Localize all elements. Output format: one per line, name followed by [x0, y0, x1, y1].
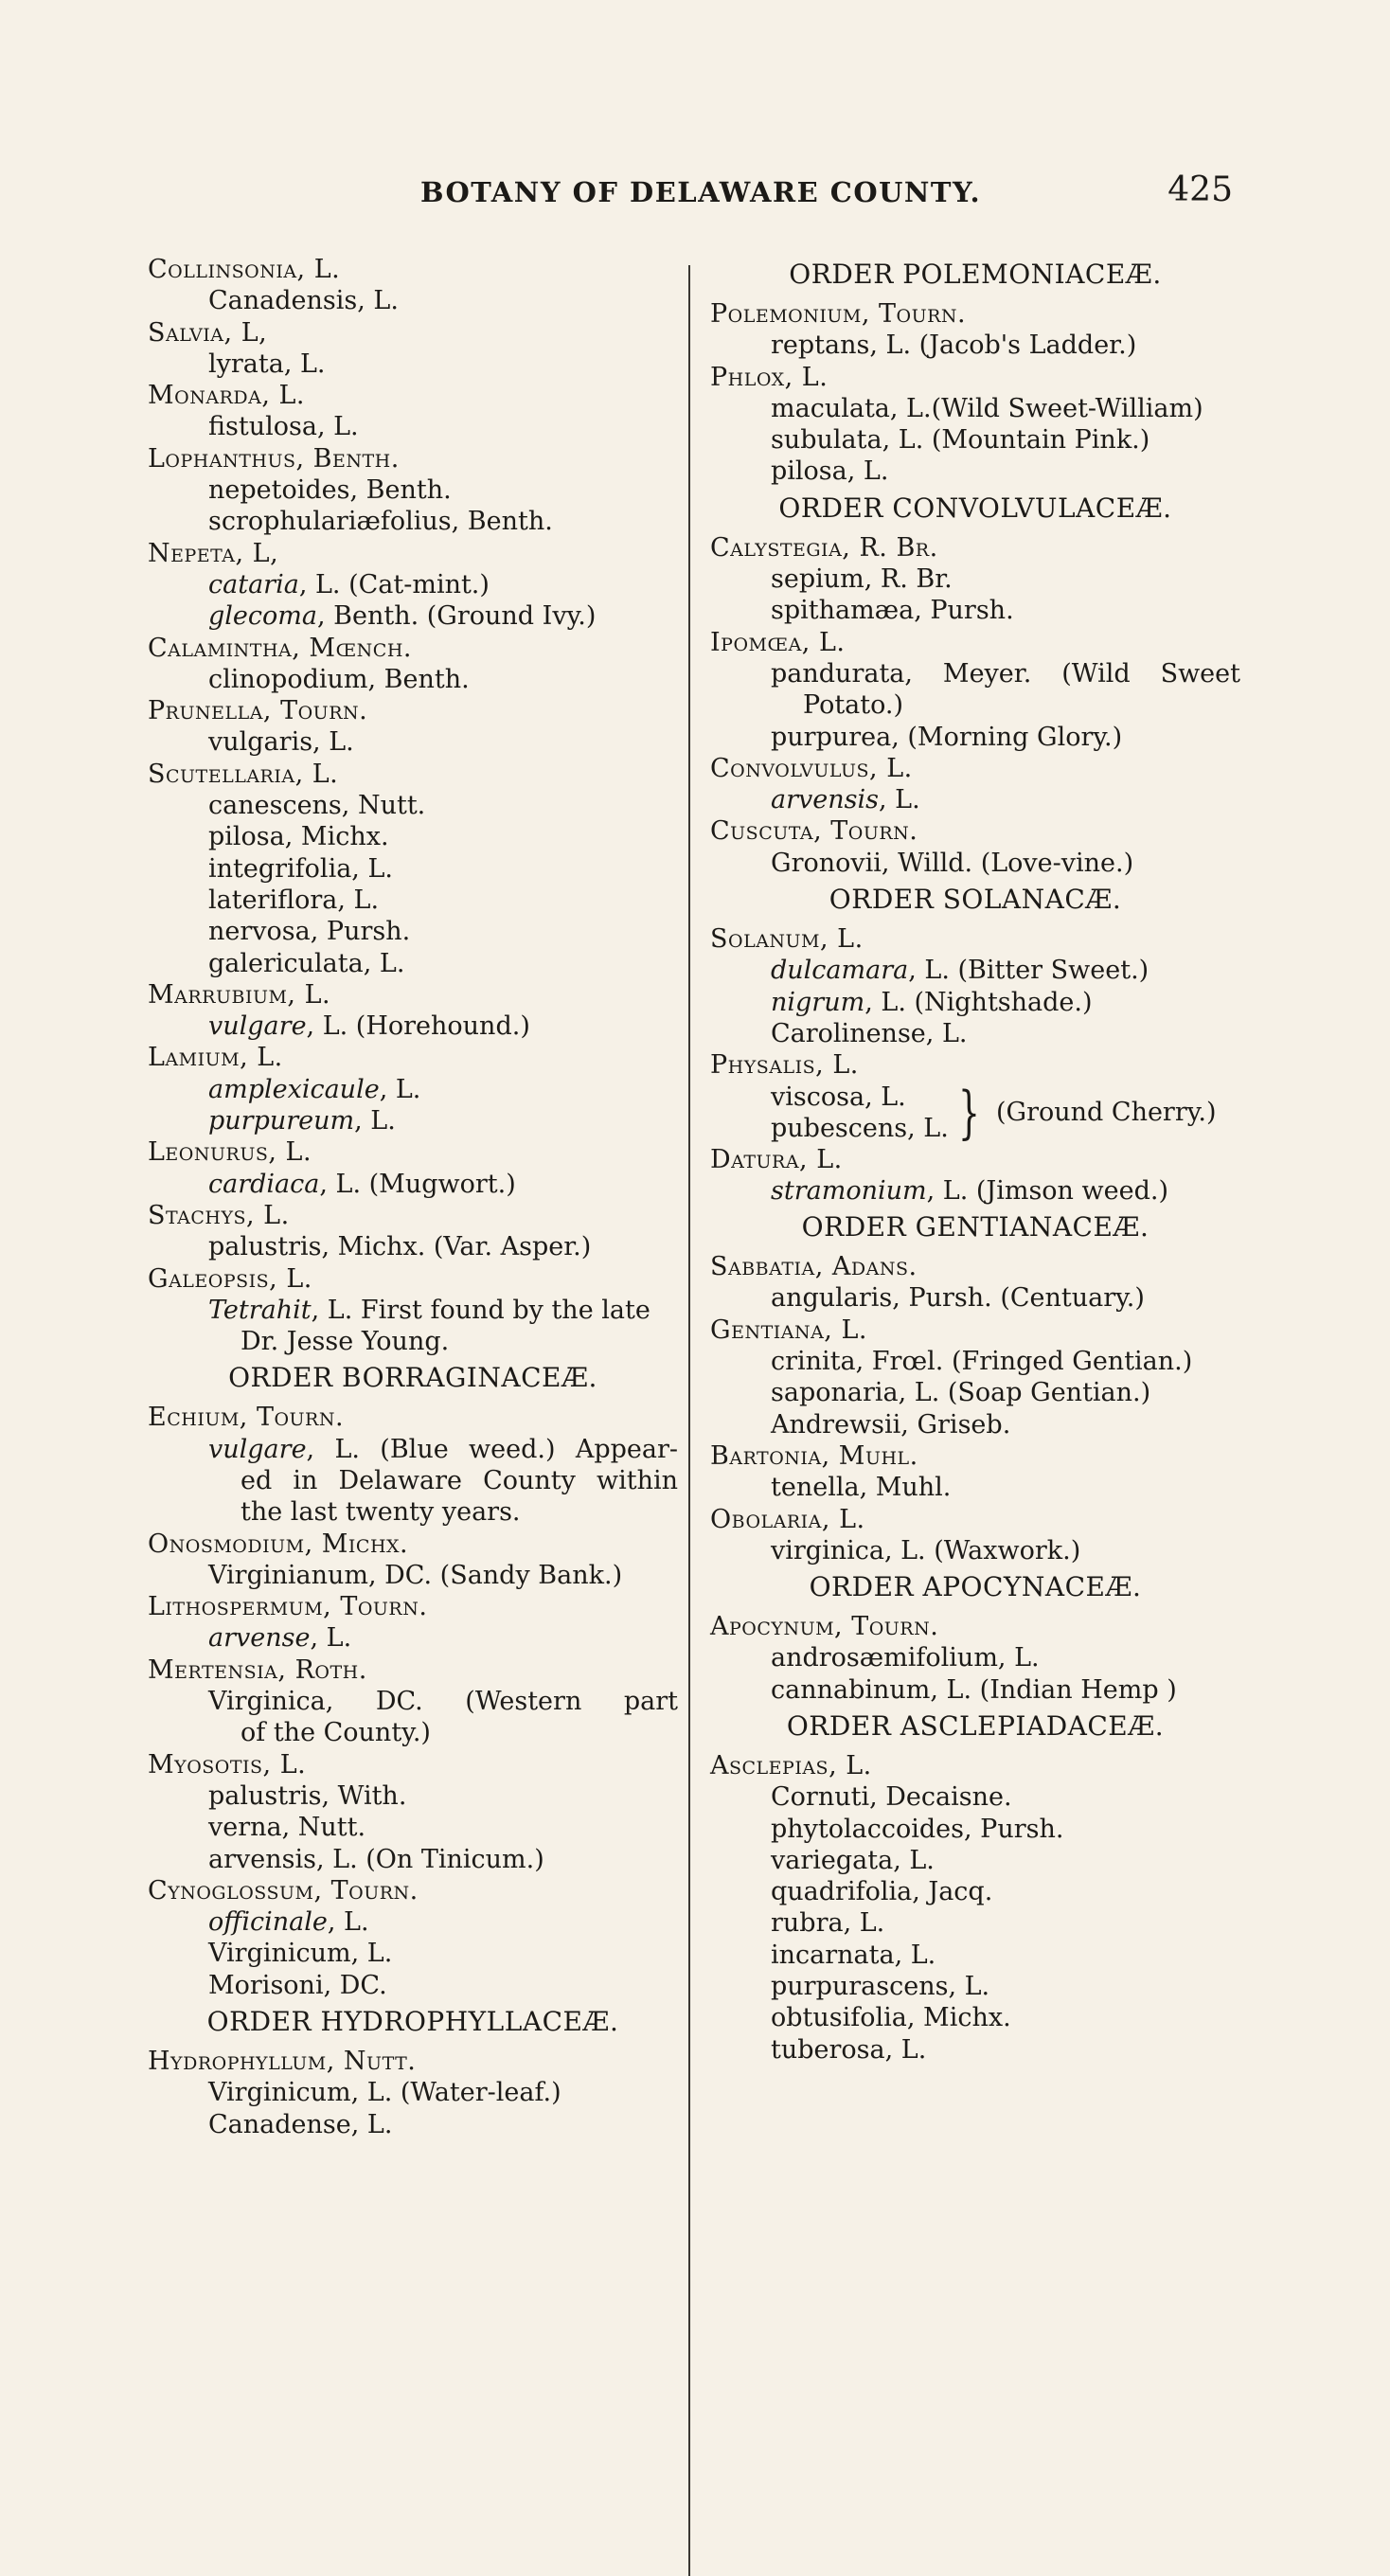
species-entry: vulgaris, L. [208, 727, 354, 758]
species-entry [148, 1906, 678, 1938]
species-entry: palustris, With. [208, 1780, 407, 1811]
species-entry: Andrewsii, Griseb. [771, 1409, 1011, 1440]
species-authority: , L. (Bitter Sweet.) [908, 956, 1149, 986]
species-entry: nervosa, Pursh. [208, 917, 411, 947]
genus-entry: Stachys, L. [148, 1200, 290, 1230]
species-entry: purpurascens, L. [771, 1972, 990, 2002]
species-entry: Virginicum, L. [208, 1939, 393, 1969]
species-entry: rubra, L. [771, 1908, 885, 1939]
species-entry: androsæmifolium, L. [771, 1643, 1040, 1673]
species-entry: crinita, Frœl. (Fringed Gentian.) [771, 1347, 1193, 1377]
species-entry [148, 1011, 678, 1042]
species-name-italic: cardiaca [208, 1169, 320, 1199]
species-entry: viscosa, L. [771, 1082, 906, 1112]
species-entry [148, 569, 678, 600]
genus-entry: Datura, L. [710, 1144, 843, 1174]
species-entry [710, 1175, 1240, 1207]
species-entry: fistulosa, L. [208, 412, 359, 442]
species-authority: , L. [354, 1106, 396, 1136]
species-authority: , L. First found by the late [311, 1295, 650, 1325]
genus-entry: Myosotis, L. [148, 1749, 307, 1780]
species-name-italic: arvensis [771, 785, 879, 815]
species-authority: , L. (Jimson weed.) [926, 1175, 1168, 1206]
genus-entry: Galeopsis, L. [148, 1263, 312, 1294]
genus-entry: Hydrophyllum, Nutt. [148, 2047, 417, 2077]
species-entry: tuberosa, L. [771, 2034, 927, 2065]
genus-entry: Physalis, L. [710, 1050, 859, 1081]
species-authority: , L. [878, 785, 920, 815]
species-authority: , L. [327, 1907, 369, 1938]
genus-entry: Convolvulus, L. [710, 753, 913, 783]
left-column [148, 254, 678, 2140]
genus-entry: Collinsonia, L. [148, 255, 341, 284]
species-entry: clinopodium, Benth. [208, 664, 470, 694]
genus-entry: Apocynum, Tourn. [710, 1612, 939, 1642]
species-name-italic: nigrum [771, 987, 865, 1017]
species-entry: Carolinense, L. [771, 1018, 968, 1048]
species-entry: verna, Nutt. [208, 1813, 366, 1843]
species-entry: incarnata, L. [771, 1940, 936, 1970]
species-entry [148, 600, 678, 632]
genus-entry: Monarda, L. [148, 381, 306, 411]
species-entry: purpurea, (Morning Glory.) [771, 722, 1123, 752]
genus-entry: Gentiana, L. [710, 1315, 867, 1345]
species-entry: virginica, L. (Waxwork.) [771, 1535, 1081, 1565]
species-entry: canescens, Nutt. [208, 791, 426, 821]
species-entry: Gronovii, Willd. (Love-vine.) [771, 848, 1134, 878]
species-authority: , L. (Horehound.) [306, 1011, 530, 1042]
species-entry [148, 1622, 678, 1654]
column-divider [688, 265, 690, 2576]
species-entry: palustris, Michx. (Var. Asper.) [208, 1232, 592, 1262]
species-entry: Virginica, DC. (Western part [208, 1687, 678, 1717]
bracketed-species-list [771, 1082, 949, 1145]
genus-entry: Lithospermum, Tourn. [148, 1592, 428, 1622]
genus-entry: Echium, Tourn. [148, 1403, 345, 1433]
genus-entry: Lophanthus, Benth. [148, 443, 400, 474]
genus-entry: Ipomœa, L. [710, 627, 846, 657]
species-entry: pilosa, Michx. [208, 822, 389, 852]
species-entry: sepium, R. Br. [771, 564, 953, 595]
species-entry [148, 1434, 678, 1465]
species-entry [710, 784, 1240, 815]
species-entry: saponaria, L. (Soap Gentian.) [771, 1378, 1151, 1408]
species-name-italic: officinale [208, 1907, 328, 1938]
species-entry: nepetoides, Benth. [208, 475, 452, 506]
species-entry: Cornuti, Decaisne. [771, 1782, 1012, 1813]
species-entry: subulata, L. (Mountain Pink.) [771, 425, 1150, 456]
entry-continuation: Potato.) [803, 690, 904, 721]
order-heading: ORDER GENTIANACEÆ. [801, 1211, 1149, 1243]
genus-entry: Obolaria, L. [710, 1504, 865, 1534]
species-entry: maculata, L.(Wild Sweet-William) [771, 393, 1203, 423]
species-entry: quadrifolia, Jacq. [771, 1877, 993, 1907]
species-name-italic: vulgare [208, 1434, 307, 1464]
species-entry: galericulata, L. [208, 948, 405, 978]
species-entry: scrophulariæfolius, Benth. [208, 507, 553, 537]
species-entry: pubescens, L. [771, 1113, 949, 1143]
species-entry: spithamæa, Pursh. [771, 596, 1014, 626]
species-entry: variegata, L. [771, 1845, 935, 1875]
genus-entry: Lamium, L. [148, 1043, 283, 1073]
genus-entry: Asclepias, L. [710, 1750, 872, 1780]
species-entry: Morisoni, DC. [208, 1970, 387, 2000]
species-name-italic: vulgare [208, 1011, 307, 1042]
species-entry: obtusifolia, Michx. [771, 2003, 1011, 2033]
genus-entry: Marrubium, L. [148, 979, 331, 1010]
species-name-italic: cataria [208, 569, 299, 599]
species-entry: tenella, Muhl. [771, 1473, 952, 1503]
species-name-italic: Tetrahit [208, 1295, 312, 1325]
page-number: 425 [1167, 170, 1233, 209]
running-header [420, 170, 1233, 214]
genus-entry: Prunella, Tourn. [148, 696, 368, 726]
species-entry [148, 1074, 678, 1105]
species-name-italic: purpureum [208, 1106, 355, 1136]
bracketed-species-group [710, 1079, 1240, 1146]
entry-continuation: ed in Delaware County within [241, 1465, 678, 1495]
right-column [710, 254, 1240, 2066]
species-entry: Virginicum, L. (Water-leaf.) [208, 2078, 561, 2108]
genus-entry: Sabbatia, Adans. [710, 1252, 918, 1282]
genus-entry: Polemonium, Tourn. [710, 299, 967, 329]
genus-entry: Cuscuta, Tourn. [710, 816, 918, 847]
order-heading: ORDER APOCYNACEÆ. [809, 1571, 1142, 1603]
order-heading: ORDER HYDROPHYLLACEÆ. [206, 2006, 619, 2038]
species-entry: reptans, L. (Jacob's Ladder.) [771, 331, 1137, 361]
species-authority: , L. [310, 1623, 352, 1654]
species-name-italic: amplexicaule [208, 1074, 380, 1104]
species-authority: , Benth. (Ground Ivy.) [316, 601, 597, 632]
common-name-note: (Ground Cherry.) [996, 1097, 1217, 1127]
order-heading: ORDER POLEMONIACEÆ. [789, 259, 1162, 290]
species-entry: lyrata, L. [208, 349, 326, 379]
genus-entry: Cynoglossum, Tourn. [148, 1875, 419, 1905]
species-authority: , L. (Cat-mint.) [298, 569, 490, 599]
species-authority: , L. (Nightshade.) [864, 987, 1093, 1017]
order-heading: ORDER BORRAGINACEÆ. [228, 1362, 597, 1394]
genus-entry: Scutellaria, L. [148, 759, 339, 789]
species-entry [710, 987, 1240, 1018]
species-entry: pilosa, L. [771, 456, 889, 487]
genus-entry: Nepeta, L, [148, 538, 279, 568]
entry-continuation: of the County.) [241, 1718, 431, 1748]
species-entry: Canadense, L. [208, 2109, 393, 2139]
genus-entry: Calamintha, Mœnch. [148, 633, 412, 663]
species-entry: cannabinum, L. (Indian Hemp ) [771, 1674, 1177, 1705]
species-entry: Virginianum, DC. (Sandy Bank.) [208, 1560, 623, 1590]
species-entry: lateriflora, L. [208, 885, 380, 915]
species-name-italic: stramonium [771, 1175, 927, 1206]
species-entry: phytolaccoides, Pursh. [771, 1814, 1064, 1844]
genus-entry: Salvia, L, [148, 317, 268, 348]
species-entry: angularis, Pursh. (Centuary.) [771, 1283, 1145, 1314]
order-heading: ORDER SOLANACÆ. [829, 884, 1122, 916]
species-name-italic: arvense [208, 1623, 311, 1654]
species-entry: integrifolia, L. [208, 853, 393, 884]
species-entry: arvensis, L. (On Tinicum.) [208, 1844, 544, 1874]
brace-glyph: } [958, 1079, 980, 1146]
genus-entry: Mertensia, Roth. [148, 1655, 367, 1685]
running-title: BOTANY OF DELAWARE COUNTY. [420, 176, 982, 208]
species-entry: Canadensis, L. [208, 286, 399, 316]
genus-entry: Calystegia, R. Br. [710, 532, 938, 563]
entry-continuation: the last twenty years. [241, 1497, 521, 1528]
genus-entry: Bartonia, Muhl. [710, 1440, 918, 1471]
species-entry [148, 1105, 678, 1136]
species-entry: pandurata, Meyer. (Wild Sweet [771, 658, 1240, 689]
species-authority: , L. [379, 1074, 421, 1104]
species-name-italic: glecoma [208, 601, 317, 632]
genus-entry: Phlox, L. [710, 362, 829, 392]
genus-entry: Leonurus, L. [148, 1137, 312, 1168]
species-authority: , L. (Mugwort.) [319, 1169, 516, 1199]
species-entry [148, 1169, 678, 1200]
order-heading: ORDER CONVOLVULACEÆ. [778, 492, 1172, 524]
genus-entry: Solanum, L. [710, 924, 864, 955]
order-heading: ORDER ASCLEPIADACEÆ. [786, 1709, 1165, 1742]
species-authority: , L. (Blue weed.) Appear- [306, 1434, 678, 1464]
entry-continuation: Dr. Jesse Young. [241, 1327, 450, 1357]
species-entry [148, 1295, 678, 1326]
species-entry [710, 955, 1240, 986]
species-name-italic: dulcamara [771, 956, 909, 986]
genus-entry: Onosmodium, Michx. [148, 1529, 409, 1559]
